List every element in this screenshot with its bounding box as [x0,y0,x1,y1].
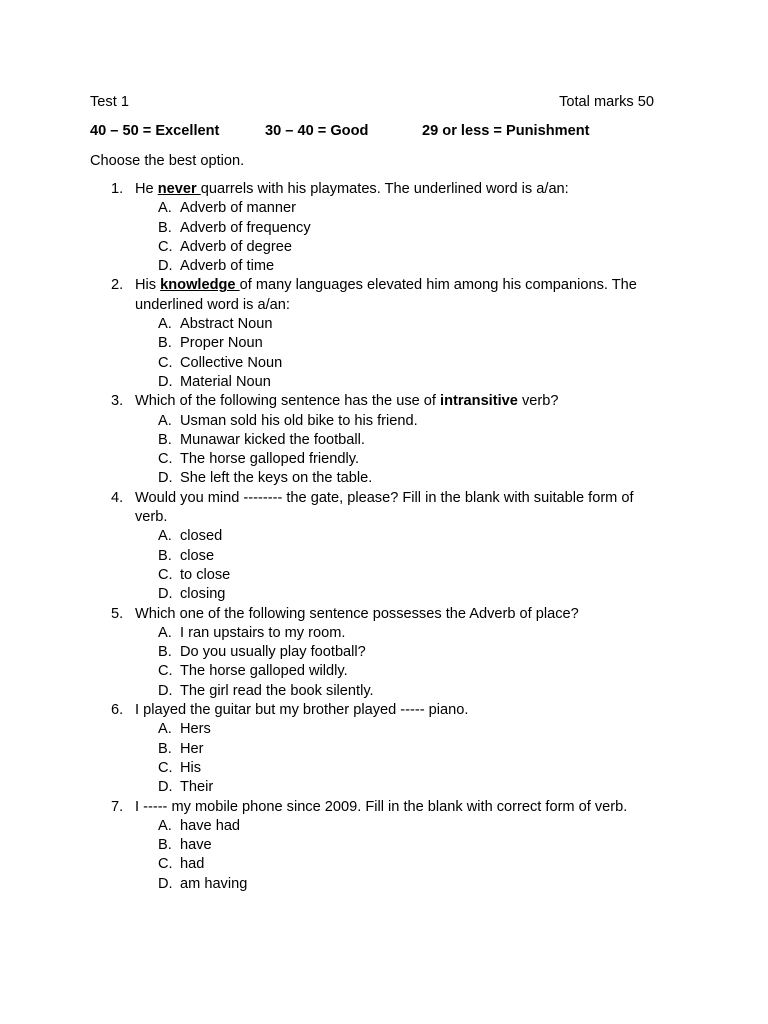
question-text: I ----- my mobile phone since 2009. Fill in the blank with correct form of verb. [135,798,628,815]
option-letter: C. [158,856,173,873]
option-text: Proper Noun [180,335,263,352]
option-letter: C. [158,238,173,255]
option-letter: A. [158,624,172,641]
option-letter: B. [158,431,172,448]
underlined-word: never [157,181,201,197]
option-text: Adverb of degree [180,238,292,255]
option-list [135,624,654,701]
question-number: 1. [111,181,124,197]
option-item [135,759,654,778]
option-item [135,238,654,257]
option-letter: A. [158,817,172,834]
option-text: Usman sold his old bike to his friend. [180,412,418,429]
option-letter: B. [158,547,172,564]
option-letter: D. [158,470,173,487]
question-item [90,180,654,276]
option-letter: B. [158,837,172,854]
option-letter: D. [158,682,173,699]
grade-good: 30 – 40 = Good [265,123,369,139]
underlined-word: knowledge [160,277,240,294]
question-list [90,180,654,894]
question-item [90,489,654,605]
option-item [135,431,654,450]
option-item [135,682,654,701]
question-number: 3. [111,393,124,410]
option-list [135,199,654,276]
option-item [135,855,654,874]
option-letter: C. [158,354,173,371]
grade-excellent: 40 – 50 = Excellent [90,123,220,139]
option-item [135,354,654,373]
option-item [135,373,654,392]
option-letter: C. [158,759,173,776]
option-item [135,836,654,855]
option-item [135,257,654,276]
option-item [135,643,654,662]
option-text: Their [180,779,214,796]
test-title: Test 1 [90,94,129,110]
test-document [90,92,654,894]
option-item [135,566,654,585]
option-text: His [180,759,202,776]
option-letter: A. [158,721,172,738]
option-letter: B. [158,219,172,236]
option-text: Do you usually play football? [180,644,366,661]
option-item [135,585,654,604]
option-text: have [180,837,212,854]
option-text: closed [180,528,223,545]
option-text: Material Noun [180,373,271,390]
option-letter: B. [158,335,172,352]
option-letter: C. [158,663,173,680]
option-item [135,469,654,488]
option-letter: D. [158,875,173,892]
question-number: 4. [111,489,124,506]
option-text: Hers [180,721,211,738]
option-letter: A. [158,200,172,217]
question-item [90,798,654,894]
option-list [135,527,654,604]
option-text: Munawar kicked the football. [180,431,365,448]
option-list [135,315,654,392]
option-item [135,219,654,238]
question-number: 2. [111,277,124,294]
option-text: Her [180,740,204,757]
option-item [135,547,654,566]
option-item [135,412,654,431]
option-item [135,662,654,681]
option-text: have had [180,817,241,834]
option-item [135,334,654,353]
option-letter: D. [158,258,173,275]
question-number: 6. [111,702,124,719]
question-item [90,701,654,797]
option-text: I ran upstairs to my room. [180,624,346,641]
option-text: am having [180,875,248,892]
question-text: Which of the following sentence has the use of intransitive verb? [135,393,559,410]
option-item [135,624,654,643]
option-text: The girl read the book silently. [180,682,374,699]
question-text: Would you mind -------- the gate, please? Fill in the blank with suitable form of verb. [135,489,634,526]
option-letter: A. [158,412,172,429]
option-item [135,527,654,546]
option-letter: A. [158,316,172,333]
option-text: The horse galloped wildly. [180,663,348,680]
bold-word: intransitive [440,393,518,410]
option-text: to close [180,566,231,583]
option-text: Abstract Noun [180,316,273,333]
option-letter: D. [158,373,173,390]
option-item [135,199,654,218]
option-text: The horse galloped friendly. [180,451,360,468]
question-number: 5. [111,605,124,622]
question-item [90,392,654,488]
option-text: closing [180,586,226,603]
option-text: She left the keys on the table. [180,470,373,487]
option-letter: D. [158,586,173,603]
option-text: had [180,856,205,873]
option-item [135,315,654,334]
option-letter: D. [158,779,173,796]
option-item [135,720,654,739]
option-text: close [180,547,215,564]
option-letter: C. [158,566,173,583]
option-text: Collective Noun [180,354,283,371]
question-item [90,605,654,701]
option-item [135,875,654,894]
option-letter: B. [158,740,172,757]
option-item [135,778,654,797]
header [90,92,654,112]
option-list [135,720,654,797]
total-marks: Total marks 50 [559,94,654,110]
question-text: I played the guitar but my brother played ----- piano. [135,702,469,719]
question-text: His knowledge of many languages elevated him among his companions. The underlined word is a/an: [135,277,637,313]
option-letter: A. [158,528,172,545]
option-list [135,412,654,489]
option-text: Adverb of time [180,258,275,275]
option-letter: B. [158,644,172,661]
option-letter: C. [158,451,173,468]
question-text: He never quarrels with his playmates. The underlined word is a/an: [135,181,569,197]
question-number: 7. [111,798,124,815]
question-item [90,276,654,392]
option-item [135,450,654,469]
instruction: Choose the best option. [90,153,245,169]
option-item [135,817,654,836]
question-text: Which one of the following sentence possesses the Adverb of place? [135,605,579,622]
grading-scale [90,121,654,141]
grade-punishment: 29 or less = Punishment [422,123,590,139]
option-text: Adverb of manner [180,200,297,217]
option-text: Adverb of frequency [180,219,311,236]
option-item [135,740,654,759]
option-list [135,817,654,894]
